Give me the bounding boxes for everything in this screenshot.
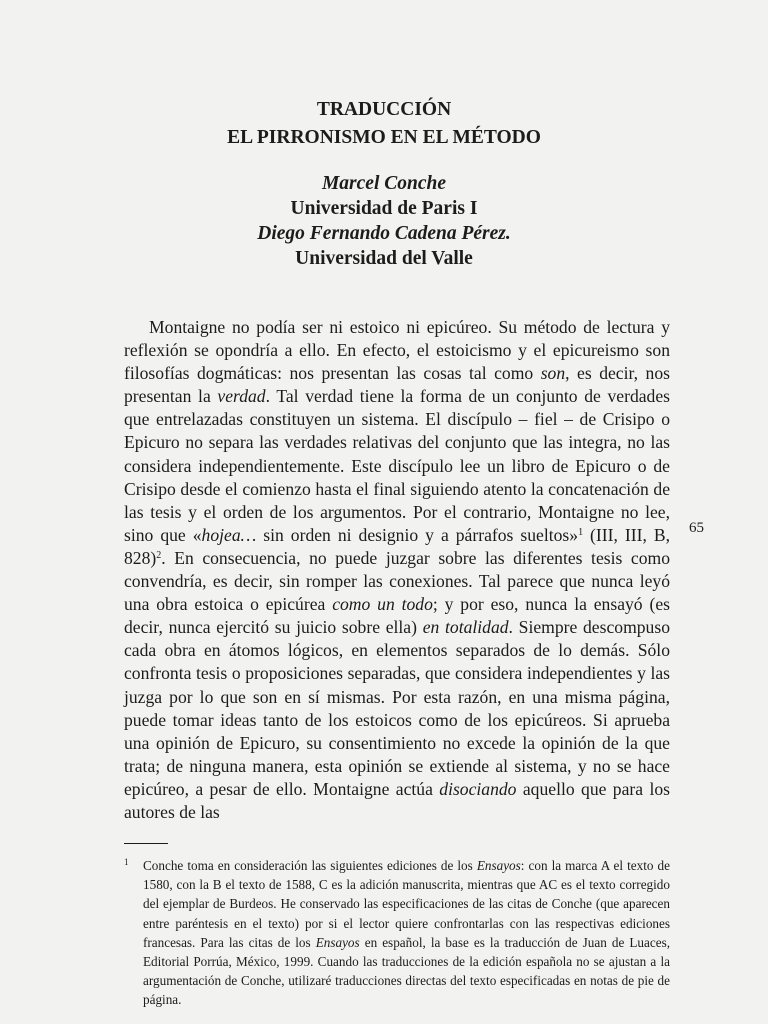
body-paragraph <box>124 316 670 824</box>
author-name: Marcel Conche <box>321 173 447 194</box>
body-text-run: . Tal verdad tiene la forma de un conjunto de verdades que entrelazadas constituyen un sistema. El discípulo – fiel – de Crisipo o Epicuro no separa las verdades relativas del conjunto que las integra, no las considera independientemente. Este discípulo lee un libro de Epicuro o de Crisipo desde el comienzo hasta el final siguiendo atento la concatenación de las tesis y el orden de los argumentos. Por el contrario, Montaigne no lee, sino que « <box>124 386 670 545</box>
body-emphasis: hojea… <box>201 524 257 545</box>
translator-affiliation: Universidad del Valle <box>295 248 473 269</box>
title-line-2: EL PIRRONISMO EN EL MÉTODO <box>227 127 541 148</box>
body-emphasis: verdad <box>217 386 266 407</box>
page-number: 65 <box>689 520 704 536</box>
body-text-run: (III, III, B, 828) <box>124 524 670 568</box>
footnote-text-run: en español, la base es la traducción de Juan de Luaces, Editorial Porrúa, México, 1999. Cuando las traducciones de la edición española no se ajustan a la argumentación de Conche, utilizaré traducciones directas del texto especificadas en notas de pie de página. <box>143 934 670 1008</box>
footnote-emphasis: Ensayos <box>476 858 521 873</box>
translator-name: Diego Fernando Cadena Pérez. <box>257 223 511 244</box>
body-emphasis: son <box>540 363 566 384</box>
body-emphasis: como un todo <box>332 594 433 615</box>
footnote-emphasis: Ensayos <box>315 934 360 950</box>
footnote-mark: 1 <box>124 857 129 867</box>
author-block <box>0 171 768 271</box>
author-affiliation: Universidad de Paris I <box>290 198 478 219</box>
body-text-run: Montaigne no podía ser ni estoico ni epicúreo. Su método de lectura y reflexión se opondría a ello. En efecto, el estoicismo y el epicureismo son filosofías dogmáticas: nos presentan las cosas tal como <box>124 317 670 384</box>
footnote-divider <box>124 843 168 844</box>
title-line-1: TRADUCCIÓN <box>316 99 452 120</box>
footnote-ref-1[interactable]: 1 <box>578 526 584 538</box>
article-title <box>0 96 768 152</box>
body-text-run: sin orden ni designio y a párrafos sueltos» <box>256 524 579 545</box>
footnote-1 <box>124 856 670 1010</box>
footnote-text-run: : con la marca A el texto de 1580, con la B el texto de 1588, C es la adición manuscrita, mientras que AC es el texto corregido del ejemplar de Burdeos. He conservado las especificaciones de las citas de Conche (que aparecen entre paréntesis en el texto) por si el lector quiere confrontarlas con las respectivas ediciones francesas. Para las citas de los <box>143 858 670 950</box>
body-text-run: ; y por eso, nunca la ensayó (es decir, nunca ejercitó su juicio sobre ella) <box>124 594 670 638</box>
footnote-ref-2[interactable]: 2 <box>156 549 162 561</box>
body-text-run: aquello que para los autores de las <box>124 778 670 822</box>
footnote-text-run: Conche toma en consideración las siguientes ediciones de los <box>143 858 477 873</box>
body-text-run: . En consecuencia, no puede juzgar sobre las diferentes tesis como convendría, es decir, sin romper las conexiones. Tal parece que nunca leyó una obra estoica o epicúrea <box>124 547 670 615</box>
body-emphasis: disociando <box>439 778 517 799</box>
body-emphasis: en totalidad <box>422 617 509 638</box>
body-text-run: . Siempre descompuso cada obra en átomos lógicos, en elementos separados de lo demás. Sólo confronta tesis o proposiciones separadas, que considera independientes y las juzga por lo que son en sí mismas. Por esta razón, en una misma página, puede tomar ideas tanto de los estoicos como de los epicúreos. Si aprueba una opinión de Epicuro, su consentimiento no excede la opinión de la que trata; de ninguna manera, esta opinión se extiende al sistema, y no se hace epicúreo, a pesar de ello. Montaigne actúa <box>124 617 670 799</box>
body-text-run: , es decir, nos presentan la <box>124 363 670 407</box>
